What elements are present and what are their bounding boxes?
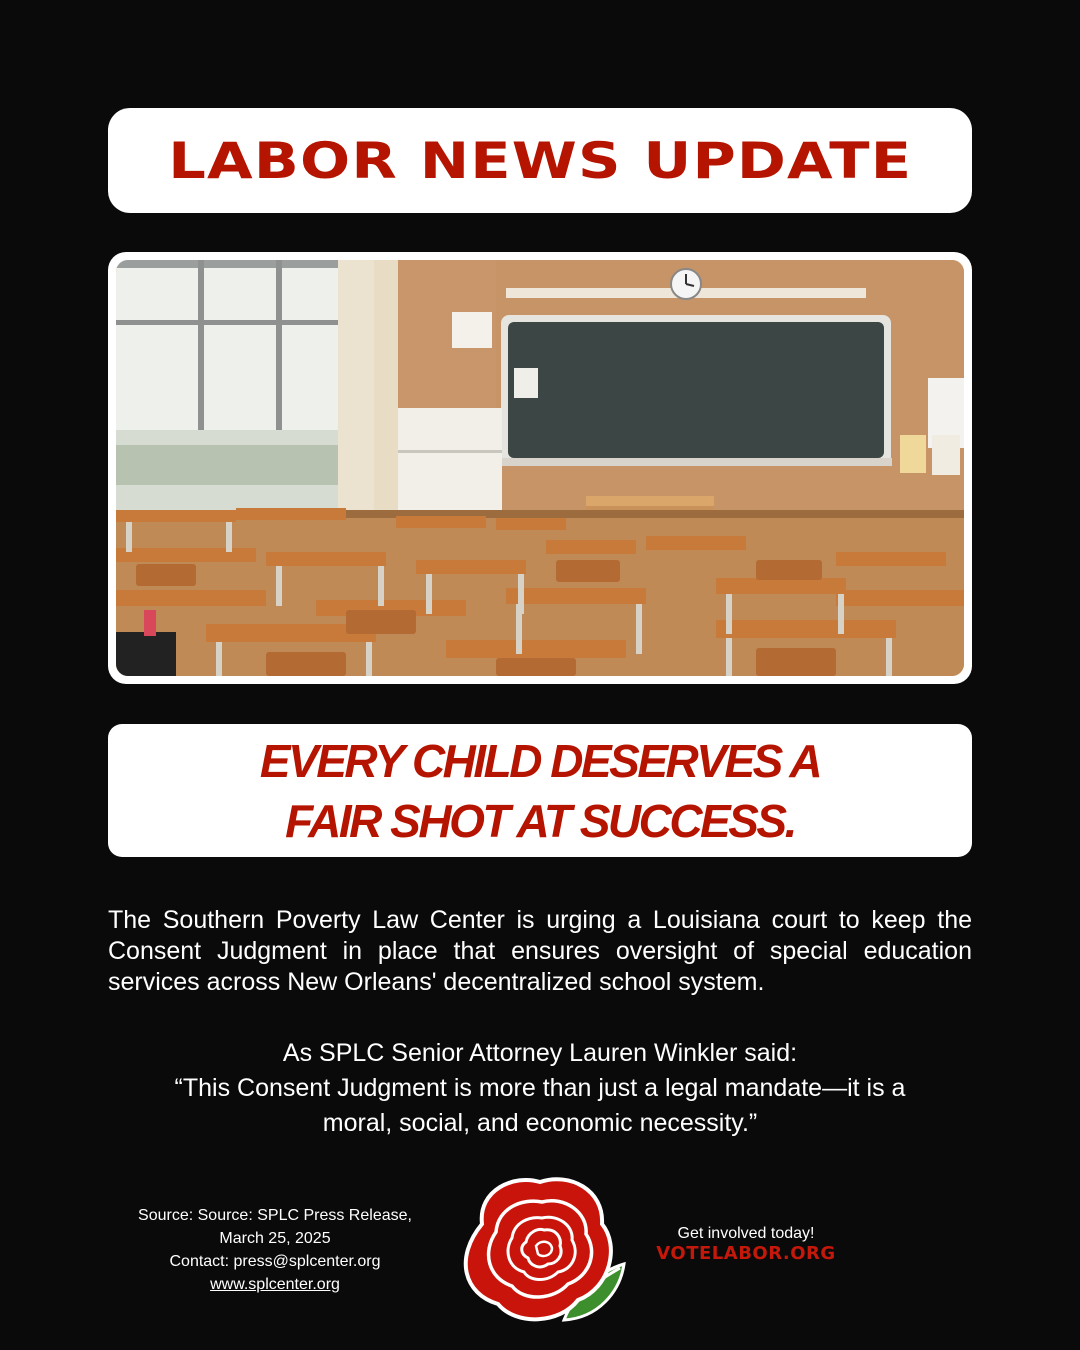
classroom-photo [116, 260, 964, 676]
quote-block [108, 1036, 972, 1141]
classroom-photo-frame [108, 252, 972, 684]
tagline-banner [108, 724, 972, 857]
quote-intro: As SPLC Senior Attorney Lauren Winkler said: [282, 1039, 798, 1067]
cta-website-link[interactable]: VOTELABOR.ORG [656, 1243, 836, 1264]
quote-line-1: “This Consent Judgment is more than just a legal mandate—it is a [174, 1074, 906, 1102]
contact-line: Contact: press@splcenter.org [169, 1253, 381, 1270]
body-paragraph: The Southern Poverty Law Center is urging a Louisiana court to keep the Consent Judgment in place that ensures oversight of special education services across New Orleans' decentralized school system. [108, 906, 972, 996]
source-link[interactable]: www.splcenter.org [210, 1276, 340, 1293]
source-date: March 25, 2025 [219, 1230, 331, 1247]
headline-banner [108, 108, 972, 213]
headline-title: LABOR NEWS UPDATE [168, 131, 912, 190]
source-block [100, 1204, 450, 1296]
cta-tagline: Get involved today! [677, 1225, 815, 1242]
source-line: Source: Source: SPLC Press Release, [138, 1207, 412, 1224]
tagline-line-1: EVERY CHILD DESERVES A [259, 734, 821, 787]
quote-line-2: moral, social, and economic necessity.” [322, 1109, 758, 1137]
red-rose-icon [452, 1172, 632, 1332]
cta-block [630, 1224, 862, 1264]
tagline-line-2: FAIR SHOT AT SUCCESS. [285, 794, 795, 847]
